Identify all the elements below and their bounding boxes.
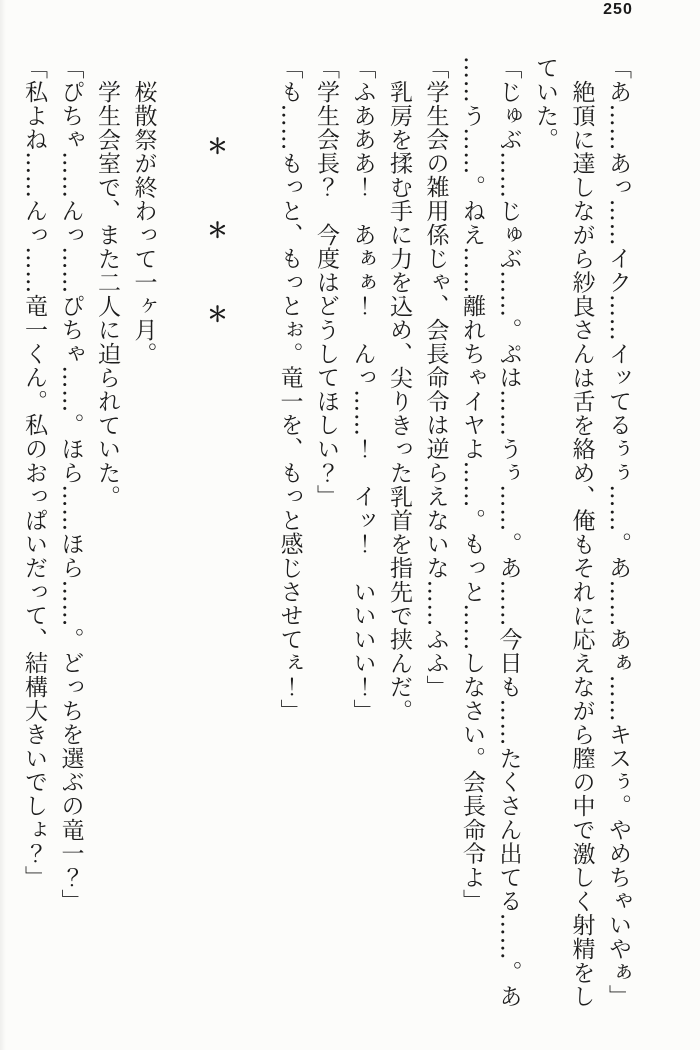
text-column-dialogue: 「学生会の雑用係じゃ、会長命令は逆らえないな……ふふ」 [422,56,449,699]
text-block [16,56,637,1012]
text-column-dialogue: 「ぴちゃ……んっ……ぴちゃ……。ほら……ほら……。どっちを選ぶの竜一？」 [57,56,84,913]
text-column-narration: 桜散祭が終わって一ヶ月。 [130,80,157,366]
text-column-narration: 学生会室で、また二人に迫られていた。 [94,80,120,509]
text-column-continuation: ていた。 [532,56,558,152]
text-column-narration: 絶頂に達しながら紗良さんは舌を絡め、俺もそれに応えながら膣の中で激しく射精をし [568,80,595,1009]
text-column-dialogue: 「あ……あっ……イク……イッてるぅぅ……。あ……あぁ……キスぅ。やめちゃいやぁ」 [605,56,631,1008]
text-column-continuation: ……う……。ねえ……離れちゃイヤよ……。もっと……しなさい。会長命令よ」 [459,56,485,913]
text-column-dialogue: 「じゅぶ……じゅぶ……。ぷは……うぅ……。あ……今日も……たくさん出てる……。あ [495,56,522,1008]
text-column-dialogue: 「も……もっと、もっとぉ。竜一を、もっと感じさせてぇ！」 [276,56,303,723]
text-column-dialogue: 「ふあああ！ あぁぁ！ んっ……！ イッ！ いいいい！」 [349,56,376,723]
scene-break-separator: ＊ ＊ ＊ [204,135,230,324]
text-column-dialogue: 「私よね……んっ……竜一くん。私のおっぱいだって、結構大きいでしょ？」 [21,56,47,889]
text-column-dialogue: 「学生会長？ 今度はどうしてほしい？」 [313,56,339,509]
text-column-narration: 乳房を揉む手に力を込め、尖りきった乳首を指先で挟んだ。 [386,80,412,723]
page-edge-shade [0,0,6,1050]
page-number: 250 [603,1,633,18]
